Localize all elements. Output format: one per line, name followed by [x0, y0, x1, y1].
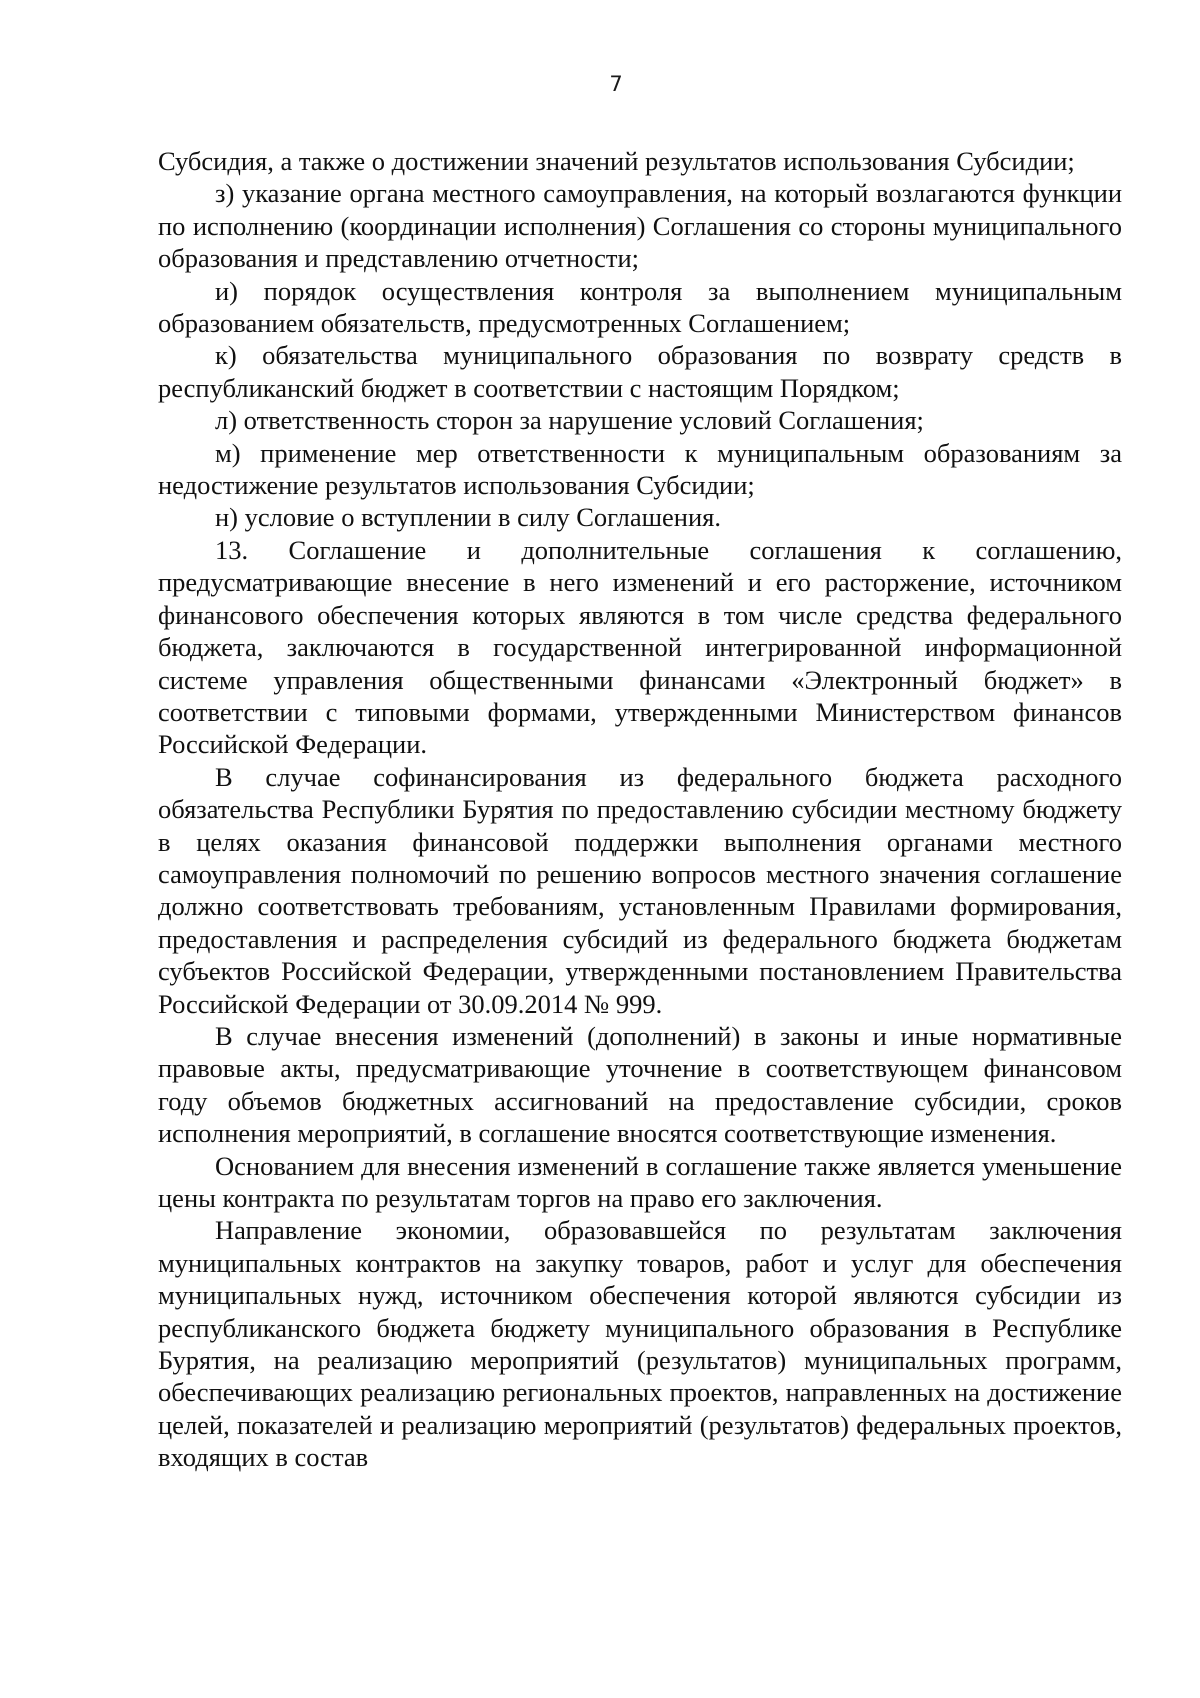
- list-item-z: з) указание органа местного самоуправления, на который возлагаются функции по исполнению (координации исполнения) Соглашения со стороны муниципального образования и представлению отчетности;: [158, 178, 1122, 274]
- list-item-n: н) условие о вступлении в силу Соглашения.: [215, 502, 721, 533]
- list-item-l: л) ответственность сторон за нарушение условий Соглашения;: [215, 405, 924, 436]
- page-number: 7: [609, 72, 623, 96]
- amendments-paragraph: В случае внесения изменений (дополнений) в законы и иные нормативные правовые акты, предусматривающие уточнение в соответствующем финансовом году объемов бюджетных ассигнований на предоставление субсидии, сроков исполнения мероприятий, в соглашение вносятся соответствующие изменения.: [158, 1020, 1122, 1149]
- contract-price-paragraph: Основанием для внесения изменений в соглашение также является уменьшение цены контракта по результатам торгов на право его заключения.: [158, 1150, 1122, 1213]
- cofinancing-paragraph: В случае софинансирования из федерального бюджета расходного обязательства Республики Бурятия по предоставлению субсидии местному бюджету в целях оказания финансовой поддержки выполнения органами местного самоуправления полномочий по решению вопросов местного значения соглашение должно соответствовать требованиям, установленным Правилами формирования, предоставления и распределения субсидий из федерального бюджета бюджетам субъектов Российской Федерации, утвержденными постановлением Правительства Российской Федерации от 30.09.2014 № 999.: [158, 761, 1122, 1019]
- list-item-i: и) порядок осуществления контроля за выполнением муниципальным образованием обязательств, предусмотренных Соглашением;: [158, 275, 1122, 339]
- list-item-m: м) применение мер ответственности к муниципальным образованиям за недостижение результатов использования Субсидии;: [158, 437, 1122, 501]
- document-body: [158, 145, 1122, 1474]
- savings-paragraph: Направление экономии, образовавшейся по результатам заключения муниципальных контрактов на закупку товаров, работ и услуг для обеспечения муниципальных нужд, источником обеспечения которой являются субсидии из республиканского бюджета бюджету муниципального образования в Республике Бурятия, на реализацию мероприятий (результатов) муниципальных программ, обеспечивающих реализацию региональных проектов, направленных на достижение целей, показателей и реализацию мероприятий (результатов) федеральных проектов, входящих в состав: [158, 1215, 1122, 1473]
- section-13-paragraph: 13. Соглашение и дополнительные соглашения к соглашению, предусматривающие внесение в него изменений и его расторжение, источником финансового обеспечения которых являются в том числе средства федерального бюджета, заключаются в государственной интегрированной информационной системе управления общественными финансами «Электронный бюджет» в соответствии с типовыми формами, утвержденными Министерством финансов Российской Федерации.: [158, 534, 1122, 760]
- paragraph-continuation: Субсидия, а также о достижении значений результатов использования Субсидии;: [158, 146, 1075, 176]
- list-item-k: к) обязательства муниципального образования по возврату средств в республиканский бюджет в соответствии с настоящим Порядком;: [158, 340, 1122, 403]
